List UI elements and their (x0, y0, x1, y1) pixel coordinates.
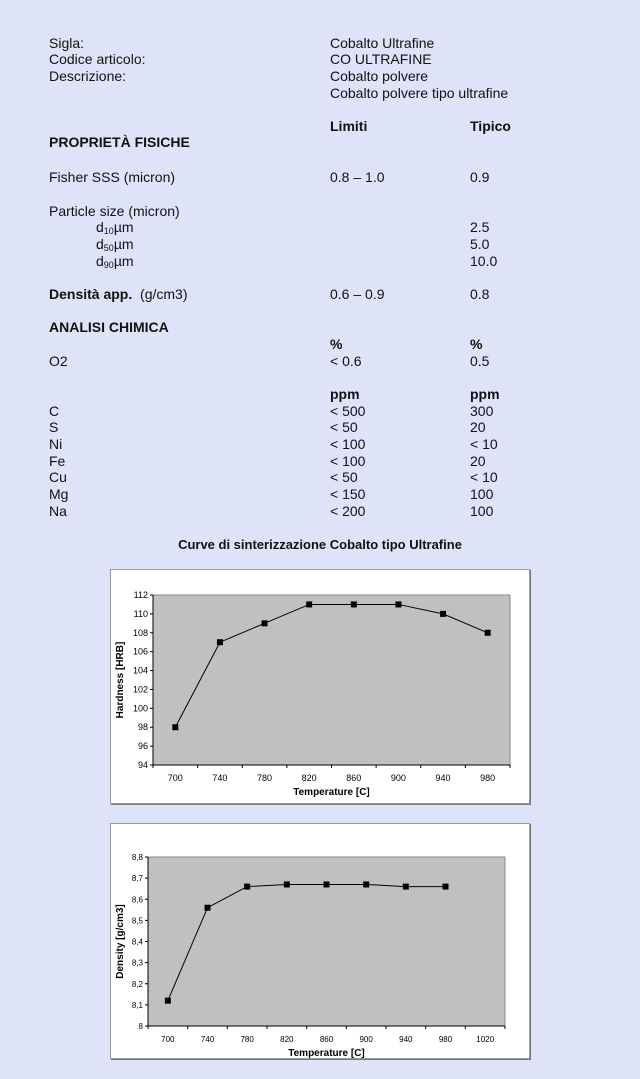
data-point (443, 884, 449, 890)
data-point (324, 881, 330, 887)
x-tick-label: 940 (435, 773, 451, 783)
element-label: Na (49, 503, 67, 519)
data-point (403, 884, 409, 890)
y-tick-label: 8,7 (131, 874, 143, 884)
element-label: Ni (49, 436, 63, 452)
x-tick-label: 980 (438, 1035, 453, 1044)
data-point (244, 884, 250, 890)
sigla-label: Sigla: (49, 35, 85, 51)
element-limit: < 200 (330, 503, 366, 519)
density-limit: 0.6 – 0.9 (330, 286, 385, 302)
x-tick-label: 700 (167, 773, 183, 783)
percent-typical-header: % (470, 336, 483, 352)
data-point (351, 601, 357, 607)
x-tick-label: 780 (257, 773, 273, 783)
data-point (165, 998, 171, 1004)
plot-area (153, 595, 510, 765)
y-axis-label: Hardness [HRB] (115, 641, 126, 719)
y-tick-label: 98 (137, 722, 148, 733)
y-axis-label: Density [g/cm3] (115, 904, 126, 979)
fisher-label: Fisher SSS (micron) (49, 169, 176, 185)
x-tick-label: 860 (319, 1035, 334, 1044)
limiti-header: Limiti (330, 118, 368, 134)
x-tick-label: 700 (161, 1035, 175, 1044)
element-label: S (49, 419, 59, 435)
charts-caption: Curve di sinterizzazione Cobalto tipo Ultrafine (178, 537, 462, 552)
x-tick-label: 780 (240, 1035, 254, 1044)
x-tick-label: 820 (301, 773, 317, 783)
element-typical: 20 (470, 419, 486, 435)
hardness-chart-svg (111, 570, 529, 803)
fisher-limit: 0.8 – 1.0 (330, 169, 385, 185)
chemical-section-title: ANALISI CHIMICA (49, 319, 169, 335)
element-limit: < 150 (330, 486, 366, 502)
element-label: Cu (49, 469, 67, 485)
element-typical: 100 (470, 503, 494, 519)
descrizione-value-2: Cobalto polvere tipo ultrafine (330, 85, 509, 101)
element-limit: < 100 (330, 453, 366, 469)
fisher-typical: 0.9 (470, 169, 490, 185)
x-axis-label: Temperature [C] (288, 1048, 365, 1058)
y-tick-label: 112 (133, 590, 148, 600)
density-typical: 0.8 (470, 286, 490, 302)
y-tick-label: 8,8 (131, 853, 143, 862)
o2-label: O2 (49, 353, 68, 369)
element-limit: < 100 (330, 436, 366, 452)
y-tick-label: 108 (132, 627, 148, 638)
d90-typical: 10.0 (470, 253, 498, 269)
y-tick-label: 106 (132, 646, 148, 657)
y-tick-label: 8,6 (131, 895, 143, 905)
y-tick-label: 8,4 (131, 937, 143, 947)
x-tick-label: 1020 (476, 1035, 495, 1044)
particle-size-label: Particle size (micron) (49, 203, 180, 219)
y-tick-label: 110 (133, 608, 148, 619)
descrizione-label: Descrizione: (49, 68, 127, 84)
descrizione-value-1: Cobalto polvere (330, 68, 429, 84)
x-tick-label: 980 (480, 773, 496, 783)
data-point (395, 601, 401, 607)
element-typical: < 10 (470, 469, 498, 485)
y-tick-label: 8,5 (131, 916, 143, 926)
x-tick-label: 820 (280, 1035, 294, 1044)
y-tick-label: 104 (132, 665, 148, 676)
y-tick-label: 102 (132, 684, 148, 695)
hardness-chart (110, 569, 530, 804)
element-limit: < 50 (330, 419, 358, 435)
data-point (485, 630, 491, 636)
o2-limit: < 0.6 (330, 353, 362, 369)
data-point (205, 905, 211, 911)
x-tick-label: 740 (200, 1035, 215, 1044)
tipico-header: Tipico (470, 118, 511, 134)
element-typical: 20 (470, 453, 486, 469)
data-point (363, 881, 369, 887)
ppm-limit-header: ppm (330, 386, 360, 402)
element-typical: < 10 (470, 436, 498, 452)
d10-typical: 2.5 (470, 219, 490, 235)
codice-value: CO ULTRAFINE (330, 51, 432, 67)
x-tick-label: 940 (399, 1035, 413, 1044)
data-point (306, 601, 312, 607)
y-tick-label: 100 (132, 703, 148, 714)
element-label: Fe (49, 453, 66, 469)
d10-label: $d_{10}\mu m$ (96, 219, 134, 236)
sigla-value: Cobalto Ultrafine (330, 35, 435, 51)
data-point (172, 724, 178, 730)
element-limit: < 500 (330, 403, 366, 419)
y-tick-label: 96 (137, 741, 148, 752)
element-typical: 100 (470, 486, 494, 502)
element-limit: < 50 (330, 469, 358, 485)
x-tick-label: 900 (359, 1035, 373, 1044)
codice-label: Codice articolo: (49, 51, 146, 67)
data-point (217, 639, 223, 645)
x-axis-label: Temperature [C] (293, 787, 370, 798)
element-label: C (49, 403, 60, 419)
o2-typical: 0.5 (470, 353, 490, 369)
d50-label: $d_{50}\mu m$ (96, 236, 134, 253)
data-point (440, 611, 446, 617)
y-tick-label: 8,1 (131, 1000, 143, 1010)
element-label: Mg (49, 486, 69, 502)
density-label: Densità app. (g/cm3) (49, 286, 188, 302)
ppm-typical-header: ppm (470, 386, 500, 402)
d90-label: $d_{90}\mu m$ (96, 253, 134, 270)
x-tick-label: 860 (346, 773, 362, 783)
element-typical: 300 (470, 403, 494, 419)
data-point (262, 620, 268, 626)
y-tick-label: 94 (137, 760, 148, 770)
x-tick-label: 740 (212, 773, 228, 783)
y-tick-label: 8 (138, 1022, 143, 1031)
d50-typical: 5.0 (470, 236, 490, 252)
x-tick-label: 900 (390, 773, 406, 783)
density-chart-svg (111, 824, 529, 1058)
density-chart (110, 823, 530, 1059)
data-point (284, 881, 290, 887)
percent-limit-header: % (330, 336, 343, 352)
physical-section-title: PROPRIETÀ FISICHE (49, 134, 190, 150)
y-tick-label: 8,2 (131, 979, 143, 989)
y-tick-label: 8,3 (131, 958, 143, 968)
